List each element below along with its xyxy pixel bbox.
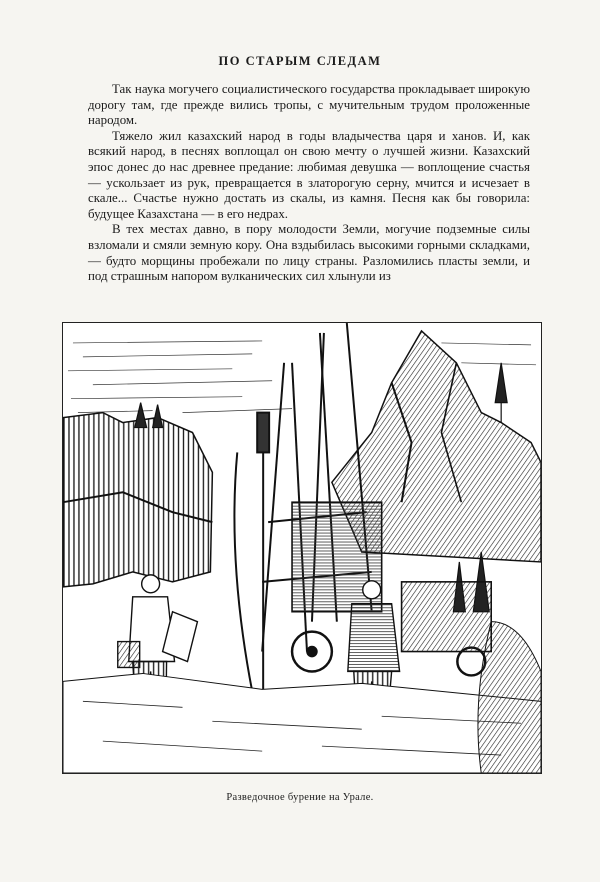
ground (63, 673, 541, 773)
body-text (88, 82, 530, 285)
paragraph: В тех местах давно, в пору молодости Земли, могучие подземные силы взломали и смяли земную кору. Она вздыбилась высокими горными складками,— будто морщины пробежали по лицу страны. Разломились пласты земли, и под страшным напором вулканических сил хлынули из (88, 222, 530, 284)
drilling-illustration (62, 322, 542, 774)
left-cliff (63, 413, 212, 587)
paragraph: Тяжело жил казахский народ в годы владычества царя и ханов. И, как всякий народ, в песнях воплощал он свою мечту о лучшей жизни. Казахский эпос донес до нас древнее предание: любимая девушка — воплощение счастья — ускользает из рук, превращается в златорогую серну, мчится и исчезает в скале... Счастье нужно достать из скалы, из камня. Песня как бы говорила: будущее Казахстана — в его недрах. (88, 128, 530, 221)
page-title: ПО СТАРЫМ СЛЕДАМ (218, 54, 382, 68)
paragraph: Так наука могучего социалистического государства прокладывает широкую дорогу там, где прежде вились тропы, с мучительным трудом проложенные народом. (88, 82, 530, 128)
figure-caption: Разведочное бурение на Урале. (226, 792, 374, 803)
